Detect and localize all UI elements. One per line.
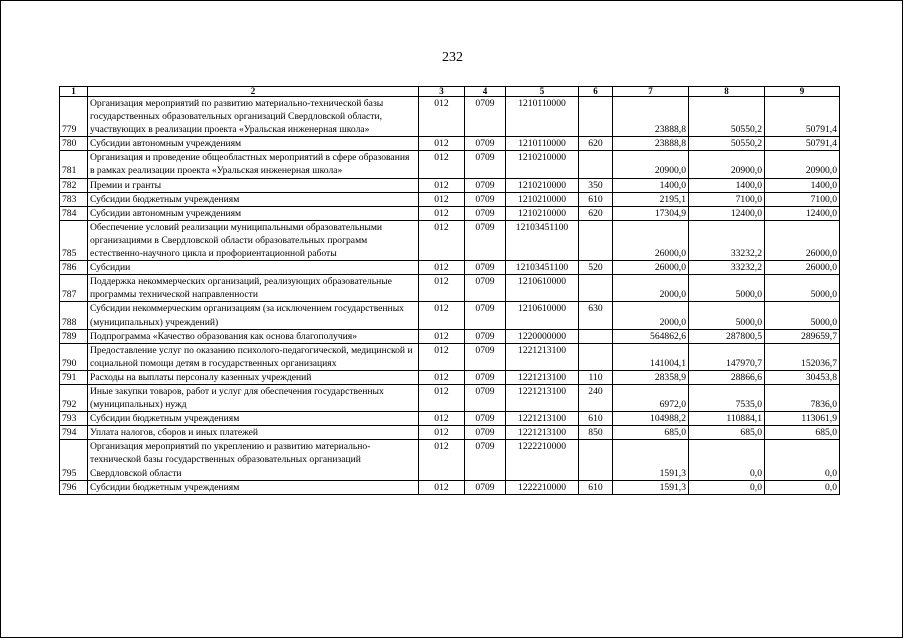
amount-col-8: 12400,0 xyxy=(689,206,765,220)
amount-col-9: 12400,0 xyxy=(765,206,840,220)
amount-col-8: 685,0 xyxy=(689,426,765,440)
row-number: 790 xyxy=(60,343,88,370)
amount-col-9: 289659,7 xyxy=(765,329,840,343)
target-article-code: 12103451100 xyxy=(506,220,579,260)
table-row xyxy=(60,192,840,206)
row-number: 785 xyxy=(60,220,88,260)
ministry-code: 012 xyxy=(419,302,465,329)
target-article-code: 1210110000 xyxy=(506,137,579,151)
expense-type-code: 610 xyxy=(579,192,613,206)
column-header: 5 xyxy=(506,87,579,97)
amount-col-8: 0,0 xyxy=(689,480,765,494)
section-code: 0709 xyxy=(465,412,506,426)
ministry-code: 012 xyxy=(419,151,465,178)
expense-type-code xyxy=(579,329,613,343)
section-code: 0709 xyxy=(465,275,506,302)
amount-col-7: 685,0 xyxy=(613,426,689,440)
amount-col-7: 1591,3 xyxy=(613,440,689,480)
section-code: 0709 xyxy=(465,440,506,480)
target-article-code: 1221213100 xyxy=(506,426,579,440)
row-number: 793 xyxy=(60,412,88,426)
row-number: 791 xyxy=(60,370,88,384)
amount-col-8: 287800,5 xyxy=(689,329,765,343)
ministry-code: 012 xyxy=(419,261,465,275)
row-number: 784 xyxy=(60,206,88,220)
ministry-code: 012 xyxy=(419,412,465,426)
section-code: 0709 xyxy=(465,192,506,206)
expense-type-code: 520 xyxy=(579,261,613,275)
expense-type-code: 350 xyxy=(579,178,613,192)
table-row xyxy=(60,97,840,137)
expense-type-code xyxy=(579,220,613,260)
amount-col-9: 0,0 xyxy=(765,480,840,494)
table-row xyxy=(60,206,840,220)
amount-col-7: 26000,0 xyxy=(613,261,689,275)
table-row xyxy=(60,480,840,494)
amount-col-9: 5000,0 xyxy=(765,302,840,329)
amount-col-9: 0,0 xyxy=(765,440,840,480)
row-number: 781 xyxy=(60,151,88,178)
amount-col-7: 104988,2 xyxy=(613,412,689,426)
amount-col-9: 5000,0 xyxy=(765,275,840,302)
ministry-code: 012 xyxy=(419,426,465,440)
section-code: 0709 xyxy=(465,137,506,151)
table-row xyxy=(60,412,840,426)
amount-col-9: 50791,4 xyxy=(765,97,840,137)
column-header: 7 xyxy=(613,87,689,97)
table-row xyxy=(60,440,840,480)
amount-col-8: 33232,2 xyxy=(689,261,765,275)
row-description: Предоставление услуг по оказанию психолого-педагогической, медицинской и социальной помощи детям в государственных организациях xyxy=(88,343,419,370)
row-description: Субсидии бюджетным учреждениям xyxy=(88,412,419,426)
expense-type-code: 620 xyxy=(579,206,613,220)
table-row xyxy=(60,137,840,151)
amount-col-7: 6972,0 xyxy=(613,384,689,411)
row-description: Премии и гранты xyxy=(88,178,419,192)
section-code: 0709 xyxy=(465,329,506,343)
section-code: 0709 xyxy=(465,384,506,411)
table-row xyxy=(60,178,840,192)
amount-col-8: 5000,0 xyxy=(689,275,765,302)
target-article-code: 1210210000 xyxy=(506,206,579,220)
amount-col-8: 110884,1 xyxy=(689,412,765,426)
column-header: 2 xyxy=(88,87,419,97)
section-code: 0709 xyxy=(465,97,506,137)
expense-type-code: 110 xyxy=(579,370,613,384)
ministry-code: 012 xyxy=(419,440,465,480)
expense-type-code: 850 xyxy=(579,426,613,440)
column-header: 6 xyxy=(579,87,613,97)
target-article-code: 1210210000 xyxy=(506,192,579,206)
amount-col-8: 1400,0 xyxy=(689,178,765,192)
row-description: Подпрограмма «Качество образования как основа благополучия» xyxy=(88,329,419,343)
amount-col-7: 2000,0 xyxy=(613,302,689,329)
expense-type-code: 630 xyxy=(579,302,613,329)
row-description: Субсидии некоммерческим организациям (за исключением государственных (муниципальных) учреждений) xyxy=(88,302,419,329)
ministry-code: 012 xyxy=(419,329,465,343)
target-article-code: 12103451100 xyxy=(506,261,579,275)
amount-col-7: 23888,8 xyxy=(613,97,689,137)
amount-col-7: 2000,0 xyxy=(613,275,689,302)
amount-col-7: 1400,0 xyxy=(613,178,689,192)
amount-col-8: 147970,7 xyxy=(689,343,765,370)
row-description: Организация мероприятий по развитию материально-технической базы государственных образовательных организаций Свердловской области, участвующих в реализации проекта «Уральская инженерная школа» xyxy=(88,97,419,137)
ministry-code: 012 xyxy=(419,97,465,137)
row-number: 788 xyxy=(60,302,88,329)
ministry-code: 012 xyxy=(419,206,465,220)
section-code: 0709 xyxy=(465,178,506,192)
section-code: 0709 xyxy=(465,261,506,275)
ministry-code: 012 xyxy=(419,384,465,411)
ministry-code: 012 xyxy=(419,343,465,370)
table-row xyxy=(60,151,840,178)
row-description: Уплата налогов, сборов и иных платежей xyxy=(88,426,419,440)
target-article-code: 1210210000 xyxy=(506,178,579,192)
amount-col-8: 0,0 xyxy=(689,440,765,480)
column-header: 1 xyxy=(60,87,88,97)
amount-col-8: 33232,2 xyxy=(689,220,765,260)
page-number: 232 xyxy=(442,50,463,65)
table-row xyxy=(60,343,840,370)
amount-col-7: 23888,8 xyxy=(613,137,689,151)
ministry-code: 012 xyxy=(419,480,465,494)
table-row xyxy=(60,384,840,411)
amount-col-9: 26000,0 xyxy=(765,220,840,260)
row-number: 795 xyxy=(60,440,88,480)
target-article-code: 1222210000 xyxy=(506,480,579,494)
target-article-code: 1210110000 xyxy=(506,97,579,137)
column-header: 3 xyxy=(419,87,465,97)
column-header: 8 xyxy=(689,87,765,97)
ministry-code: 012 xyxy=(419,178,465,192)
row-description: Организация и проведение общеобластных мероприятий в сфере образования в рамках реализации проекта «Уральская инженерная школа» xyxy=(88,151,419,178)
amount-col-9: 30453,8 xyxy=(765,370,840,384)
expense-type-code: 610 xyxy=(579,412,613,426)
ministry-code: 012 xyxy=(419,220,465,260)
ministry-code: 012 xyxy=(419,192,465,206)
target-article-code: 1210610000 xyxy=(506,275,579,302)
table-row xyxy=(60,370,840,384)
amount-col-9: 26000,0 xyxy=(765,261,840,275)
amount-col-7: 2195,1 xyxy=(613,192,689,206)
amount-col-7: 26000,0 xyxy=(613,220,689,260)
target-article-code: 1222210000 xyxy=(506,440,579,480)
amount-col-8: 50550,2 xyxy=(689,97,765,137)
row-number: 792 xyxy=(60,384,88,411)
row-number: 794 xyxy=(60,426,88,440)
expense-type-code xyxy=(579,275,613,302)
amount-col-7: 1591,3 xyxy=(613,480,689,494)
amount-col-9: 113061,9 xyxy=(765,412,840,426)
table-row xyxy=(60,275,840,302)
target-article-code: 1221213100 xyxy=(506,384,579,411)
row-number: 783 xyxy=(60,192,88,206)
amount-col-8: 50550,2 xyxy=(689,137,765,151)
table-row xyxy=(60,302,840,329)
amount-col-9: 7836,0 xyxy=(765,384,840,411)
table-row xyxy=(60,329,840,343)
target-article-code: 1210610000 xyxy=(506,302,579,329)
expense-type-code: 620 xyxy=(579,137,613,151)
row-number: 789 xyxy=(60,329,88,343)
amount-col-8: 7100,0 xyxy=(689,192,765,206)
ministry-code: 012 xyxy=(419,370,465,384)
target-article-code: 1221213100 xyxy=(506,343,579,370)
section-code: 0709 xyxy=(465,480,506,494)
table-header-row xyxy=(60,87,840,97)
row-number: 786 xyxy=(60,261,88,275)
amount-col-7: 28358,9 xyxy=(613,370,689,384)
target-article-code: 1210210000 xyxy=(506,151,579,178)
amount-col-9: 7100,0 xyxy=(765,192,840,206)
amount-col-7: 17304,9 xyxy=(613,206,689,220)
amount-col-8: 20900,0 xyxy=(689,151,765,178)
expense-type-code xyxy=(579,343,613,370)
row-description: Обеспечение условий реализации муниципальными образовательными организациями в Свердловской области образовательных программ естественно-научного цикла и профориентационной работы xyxy=(88,220,419,260)
amount-col-8: 5000,0 xyxy=(689,302,765,329)
column-header: 4 xyxy=(465,87,506,97)
row-description: Субсидии бюджетным учреждениям xyxy=(88,192,419,206)
row-description: Организация мероприятий по укреплению и развитию материально-технической базы государственных образовательных организаций Свердловской области xyxy=(88,440,419,480)
amount-col-7: 20900,0 xyxy=(613,151,689,178)
expense-type-code xyxy=(579,440,613,480)
target-article-code: 1220000000 xyxy=(506,329,579,343)
row-number: 779 xyxy=(60,97,88,137)
row-number: 780 xyxy=(60,137,88,151)
row-description: Субсидии бюджетным учреждениям xyxy=(88,480,419,494)
section-code: 0709 xyxy=(465,426,506,440)
expense-type-code: 610 xyxy=(579,480,613,494)
row-description: Субсидии xyxy=(88,261,419,275)
expense-type-code xyxy=(579,151,613,178)
section-code: 0709 xyxy=(465,151,506,178)
section-code: 0709 xyxy=(465,220,506,260)
ministry-code: 012 xyxy=(419,137,465,151)
amount-col-7: 141004,1 xyxy=(613,343,689,370)
column-header: 9 xyxy=(765,87,840,97)
row-number: 796 xyxy=(60,480,88,494)
ministry-code: 012 xyxy=(419,275,465,302)
section-code: 0709 xyxy=(465,206,506,220)
target-article-code: 1221213100 xyxy=(506,370,579,384)
amount-col-9: 50791,4 xyxy=(765,137,840,151)
expense-type-code xyxy=(579,97,613,137)
amount-col-9: 685,0 xyxy=(765,426,840,440)
row-description: Субсидии автономным учреждениям xyxy=(88,206,419,220)
row-number: 787 xyxy=(60,275,88,302)
row-description: Иные закупки товаров, работ и услуг для обеспечения государственных (муниципальных) нужд xyxy=(88,384,419,411)
table-row xyxy=(60,426,840,440)
target-article-code: 1221213100 xyxy=(506,412,579,426)
amount-col-8: 28866,6 xyxy=(689,370,765,384)
table-row xyxy=(60,220,840,260)
row-description: Субсидии автономным учреждениям xyxy=(88,137,419,151)
budget-table xyxy=(59,86,840,495)
row-description: Расходы на выплаты персоналу казенных учреждений xyxy=(88,370,419,384)
section-code: 0709 xyxy=(465,343,506,370)
amount-col-7: 564862,6 xyxy=(613,329,689,343)
expense-type-code: 240 xyxy=(579,384,613,411)
table-row xyxy=(60,261,840,275)
amount-col-9: 152036,7 xyxy=(765,343,840,370)
amount-col-9: 1400,0 xyxy=(765,178,840,192)
section-code: 0709 xyxy=(465,302,506,329)
row-description: Поддержка некоммерческих организаций, реализующих образовательные программы технической направленности xyxy=(88,275,419,302)
amount-col-8: 7535,0 xyxy=(689,384,765,411)
amount-col-9: 20900,0 xyxy=(765,151,840,178)
row-number: 782 xyxy=(60,178,88,192)
section-code: 0709 xyxy=(465,370,506,384)
